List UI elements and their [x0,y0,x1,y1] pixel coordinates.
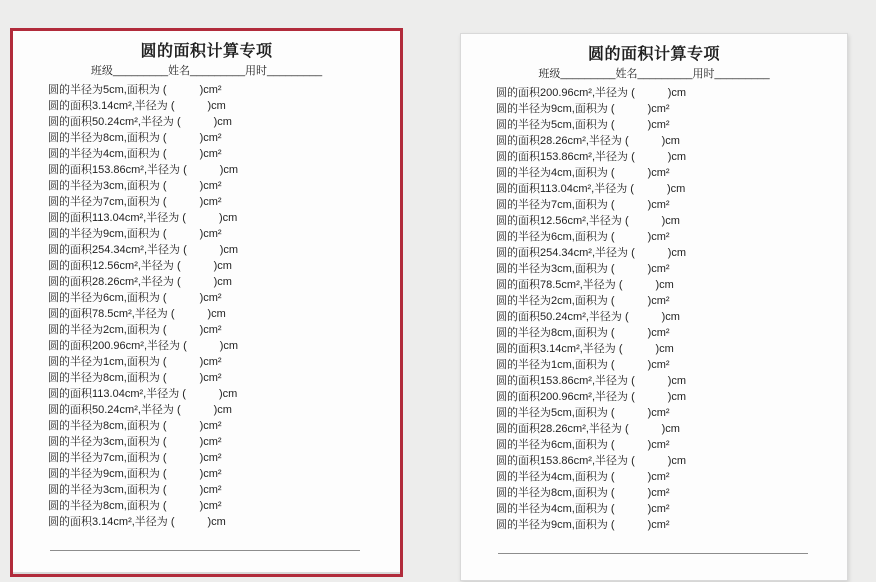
unit-text: )cm² [199,436,222,448]
exercise-line [496,197,847,213]
exercise-line [48,482,400,498]
exercise-line [496,261,847,277]
exercise-line [496,85,847,101]
question-text: 圆的半径为3cm,面积为 ( [48,436,167,448]
question-text: 圆的面积50.24cm²,半径为 ( [48,404,181,416]
unit-text: )cm² [647,119,670,131]
answer-blank [635,95,668,96]
exercise-line [48,338,400,354]
question-text: 圆的半径为1cm,面积为 ( [496,359,615,371]
question-text: 圆的半径为6cm,面积为 ( [48,292,167,304]
question-text: 圆的半径为5cm,面积为 ( [496,119,615,131]
unit-text: )cm² [199,468,222,480]
question-text: 圆的面积3.14cm²,半径为 ( [496,343,623,355]
question-text: 圆的面积254.34cm²,半径为 ( [496,247,635,259]
question-text: 圆的半径为9cm,面积为 ( [48,228,167,240]
unit-text: )cm [219,244,239,256]
question-text: 圆的面积12.56cm²,半径为 ( [48,260,181,272]
exercise-line [48,402,400,418]
unit-text: )cm² [199,452,222,464]
unit-text: )cm² [647,199,670,211]
question-text: 圆的半径为4cm,面积为 ( [48,148,167,160]
answer-blank [635,255,668,256]
exercise-line [496,101,847,117]
question-text: 圆的半径为5cm,面积为 ( [496,407,615,419]
question-text: 圆的面积28.26cm²,半径为 ( [496,423,629,435]
question-text: 圆的半径为9cm,面积为 ( [496,103,615,115]
unit-text: )cm [667,151,687,163]
unit-text: )cm² [199,196,222,208]
exercise-line [496,165,847,181]
answer-blank [615,495,648,496]
worksheet-page-2[interactable] [460,33,848,581]
answer-blank [181,268,214,269]
question-text: 圆的半径为4cm,面积为 ( [496,167,615,179]
class-name-time-fields: 班级_________姓名_________用时_________ [90,65,323,77]
unit-text: )cm [655,279,674,291]
unit-text: )cm² [647,503,670,515]
exercise-line [496,485,847,501]
unit-text: )cm [655,343,674,355]
question-text: 圆的面积153.86cm²,半径为 ( [496,151,635,163]
unit-text: )cm² [199,148,222,160]
question-text: 圆的半径为1cm,面积为 ( [48,356,167,368]
exercise-line [496,117,847,133]
answer-blank [615,415,648,416]
answer-blank [615,111,648,112]
question-text: 圆的面积254.34cm²,半径为 ( [48,244,187,256]
question-text: 圆的面积113.04cm²,半径为 ( [48,212,186,224]
unit-text: )cm² [647,263,670,275]
question-text: 圆的半径为8cm,面积为 ( [496,487,615,499]
question-text: 圆的半径为3cm,面积为 ( [496,263,615,275]
unit-text: )cm [667,391,687,403]
unit-text: )cm² [199,356,222,368]
unit-text: )cm² [647,471,670,483]
answer-blank [186,396,219,397]
question-text: 圆的半径为2cm,面积为 ( [496,295,615,307]
exercise-line [48,226,400,242]
answer-blank [167,492,200,493]
footer-rule [498,553,808,554]
question-text: 圆的面积200.96cm²,半径为 ( [496,391,635,403]
unit-text: )cm² [199,500,222,512]
answer-blank [167,204,200,205]
unit-text: )cm² [647,231,670,243]
exercise-line [48,178,400,194]
exercise-line [496,517,847,533]
exercise-line [48,114,400,130]
exercise-line [496,469,847,485]
question-text: 圆的面积3.14cm²,半径为 ( [48,100,175,112]
exercise-line [48,130,400,146]
exercise-line [496,293,847,309]
unit-text: )cm [207,308,226,320]
question-text: 圆的半径为6cm,面积为 ( [496,231,615,243]
question-text: 圆的面积200.96cm²,半径为 ( [496,87,635,99]
exercise-line [48,242,400,258]
exercise-line [48,210,400,226]
unit-text: )cm [213,116,232,128]
question-text: 圆的半径为8cm,面积为 ( [48,372,167,384]
unit-text: )cm [661,135,680,147]
question-text: 圆的半径为2cm,面积为 ( [48,324,167,336]
answer-blank [167,92,200,93]
unit-text: )cm [219,340,239,352]
unit-text: )cm [667,247,687,259]
unit-text: )cm² [647,439,670,451]
unit-text: )cm [661,423,680,435]
question-text: 圆的半径为7cm,面积为 ( [48,452,167,464]
answer-blank [167,156,200,157]
question-text: 圆的半径为5cm,面积为 ( [48,84,167,96]
unit-text: )cm² [647,407,670,419]
exercise-line [48,370,400,386]
unit-text: )cm² [199,292,222,304]
unit-text: )cm [213,404,232,416]
question-text: 圆的半径为4cm,面积为 ( [496,471,615,483]
exercise-line [48,386,400,402]
unit-text: )cm² [647,295,670,307]
answer-blank [629,431,662,432]
exercise-line [48,450,400,466]
exercise-line [496,341,847,357]
exercise-line [48,418,400,434]
exercise-line [496,453,847,469]
exercise-list [461,85,847,533]
unit-text: )cm [207,100,226,112]
answer-blank [167,428,200,429]
exercise-line [496,277,847,293]
exercise-line [496,421,847,437]
answer-blank [167,476,200,477]
exercise-line [48,306,400,322]
exercise-line [496,181,847,197]
answer-blank [181,284,214,285]
unit-text: )cm² [199,180,222,192]
question-text: 圆的半径为6cm,面积为 ( [496,439,615,451]
answer-blank [186,220,219,221]
footer-rule [50,550,360,551]
answer-blank [167,460,200,461]
unit-text: )cm [661,311,680,323]
unit-text: )cm² [199,484,222,496]
exercise-line [48,466,400,482]
question-text: 圆的半径为8cm,面积为 ( [496,327,615,339]
worksheet-page-1-selected[interactable] [10,28,403,577]
answer-blank [629,143,662,144]
exercise-line [48,162,400,178]
question-text: 圆的面积113.04cm²,半径为 ( [48,388,186,400]
answer-blank [634,191,667,192]
unit-text: )cm [218,212,238,224]
question-text: 圆的面积153.86cm²,半径为 ( [48,164,187,176]
question-text: 圆的半径为3cm,面积为 ( [48,484,167,496]
unit-text: )cm [218,388,238,400]
answer-blank [167,140,200,141]
unit-text: )cm² [199,132,222,144]
unit-text: )cm [207,516,226,528]
answer-blank [629,319,662,320]
exercise-line [48,258,400,274]
answer-blank [615,239,648,240]
question-text: 圆的面积113.04cm²,半径为 ( [496,183,634,195]
answer-blank [615,127,648,128]
answer-blank [635,463,668,464]
exercise-line [496,213,847,229]
exercise-line [48,274,400,290]
unit-text: )cm [219,164,239,176]
unit-text: )cm [213,260,232,272]
unit-text: )cm² [199,228,222,240]
exercise-line [496,245,847,261]
answer-blank [175,108,208,109]
answer-blank [187,348,220,349]
exercise-line [48,354,400,370]
worksheet-title: 圆的面积计算专项 [587,46,720,63]
answer-blank [635,159,668,160]
exercise-line [48,82,400,98]
answer-blank [167,364,200,365]
unit-text: )cm² [647,327,670,339]
question-text: 圆的面积3.14cm²,半径为 ( [48,516,175,528]
unit-text: )cm [667,87,687,99]
question-text: 圆的面积12.56cm²,半径为 ( [496,215,629,227]
answer-blank [175,316,208,317]
answer-blank [167,508,200,509]
unit-text: )cm [667,375,687,387]
unit-text: )cm [213,276,232,288]
exercise-line [496,389,847,405]
question-text: 圆的面积153.86cm²,半径为 ( [496,375,635,387]
unit-text: )cm² [647,519,670,531]
answer-blank [615,303,648,304]
answer-blank [167,332,200,333]
answer-blank [167,380,200,381]
answer-blank [181,412,214,413]
answer-blank [167,444,200,445]
exercise-line [496,133,847,149]
unit-text: )cm² [199,372,222,384]
unit-text: )cm² [199,324,222,336]
answer-blank [615,527,648,528]
answer-blank [615,175,648,176]
exercise-line [48,290,400,306]
unit-text: )cm² [647,487,670,499]
question-text: 圆的面积50.24cm²,半径为 ( [496,311,629,323]
answer-blank [635,399,668,400]
question-text: 圆的半径为7cm,面积为 ( [48,196,167,208]
exercise-line [48,322,400,338]
exercise-line [496,325,847,341]
unit-text: )cm [661,215,680,227]
unit-text: )cm² [199,84,222,96]
exercise-line [496,149,847,165]
exercise-line [496,373,847,389]
exercise-line [496,309,847,325]
class-name-time-fields: 班级_________姓名_________用时_________ [538,68,770,80]
exercise-line [496,229,847,245]
exercise-list [13,82,400,530]
answer-blank [167,188,200,189]
answer-blank [187,172,220,173]
answer-blank [623,351,656,352]
exercise-line [48,434,400,450]
answer-blank [167,236,200,237]
question-text: 圆的面积28.26cm²,半径为 ( [48,276,181,288]
exercise-line [48,514,400,530]
question-text: 圆的面积28.26cm²,半径为 ( [496,135,629,147]
worksheet-title: 圆的面积计算专项 [140,43,273,60]
exercise-line [48,98,400,114]
question-text: 圆的半径为9cm,面积为 ( [48,468,167,480]
answer-blank [167,300,200,301]
question-text: 圆的面积78.5cm²,半径为 ( [496,279,623,291]
question-text: 圆的半径为8cm,面积为 ( [48,500,167,512]
question-text: 圆的半径为3cm,面积为 ( [48,180,167,192]
answer-blank [629,223,662,224]
question-text: 圆的半径为7cm,面积为 ( [496,199,615,211]
exercise-line [496,437,847,453]
answer-blank [615,335,648,336]
exercise-line [496,405,847,421]
answer-blank [615,367,648,368]
unit-text: )cm² [647,103,670,115]
unit-text: )cm² [647,359,670,371]
answer-blank [615,207,648,208]
question-text: 圆的半径为8cm,面积为 ( [48,132,167,144]
answer-blank [175,524,208,525]
question-text: 圆的面积50.24cm²,半径为 ( [48,116,181,128]
question-text: 圆的半径为4cm,面积为 ( [496,503,615,515]
question-text: 圆的面积78.5cm²,半径为 ( [48,308,175,320]
question-text: 圆的半径为9cm,面积为 ( [496,519,615,531]
answer-blank [635,383,668,384]
answer-blank [623,287,656,288]
exercise-line [48,498,400,514]
unit-text: )cm² [647,167,670,179]
unit-text: )cm [667,455,687,467]
answer-blank [615,511,648,512]
answer-blank [615,271,648,272]
answer-blank [181,124,214,125]
question-text: 圆的面积200.96cm²,半径为 ( [48,340,187,352]
exercise-line [496,501,847,517]
exercise-line [496,357,847,373]
unit-text: )cm² [199,420,222,432]
exercise-line [48,146,400,162]
unit-text: )cm [666,183,686,195]
question-text: 圆的半径为8cm,面积为 ( [48,420,167,432]
answer-blank [615,479,648,480]
answer-blank [187,252,220,253]
answer-blank [615,447,648,448]
exercise-line [48,194,400,210]
question-text: 圆的面积153.86cm²,半径为 ( [496,455,635,467]
